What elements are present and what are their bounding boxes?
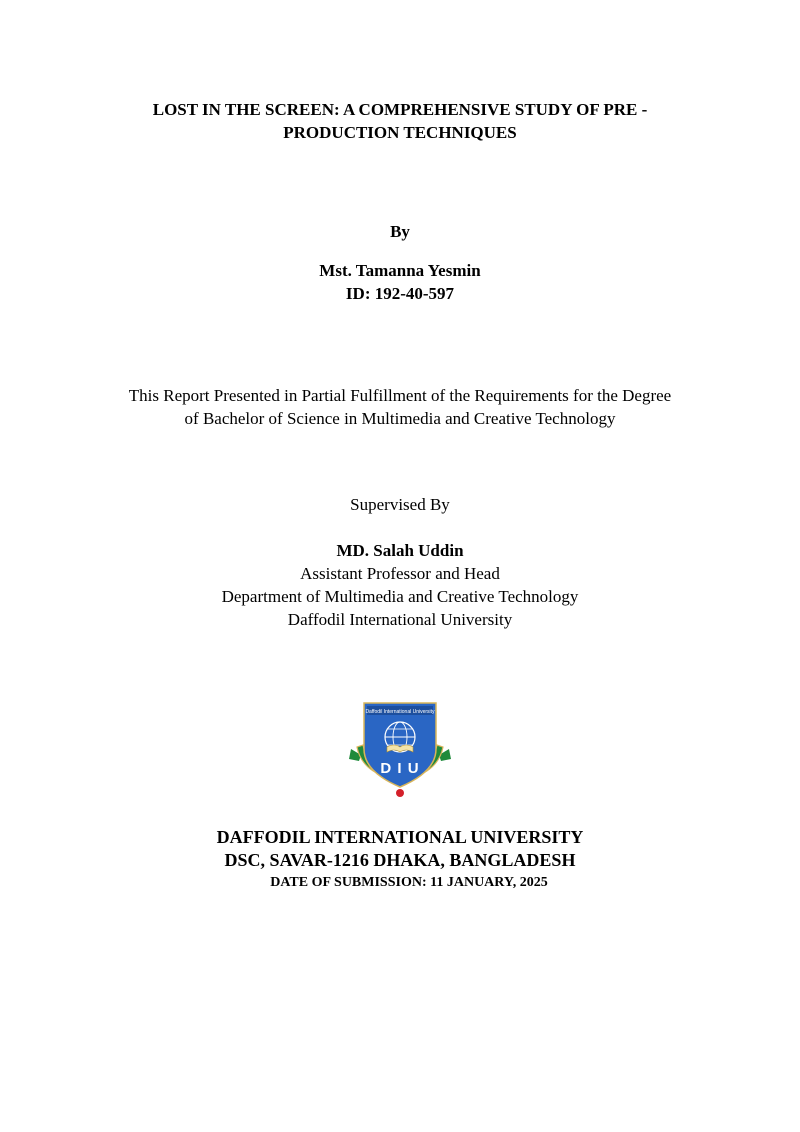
supervised-by-heading: Supervised By: [350, 495, 450, 514]
author-id: ID: 192-40-597: [345, 284, 455, 303]
university-name: DAFFODIL INTERNATIONAL UNIVERSITY: [216, 827, 584, 847]
logo-red-dot: [396, 789, 404, 797]
diu-logo: [347, 697, 453, 803]
statement-line-2: of Bachelor of Science in Multimedia and Creative Technology: [184, 409, 616, 428]
supervisor-title: Assistant Professor and Head: [300, 564, 500, 583]
author-name: Mst. Tamanna Yesmin: [319, 261, 481, 280]
title-line-2: PRODUCTION TECHNIQUES: [283, 123, 517, 142]
supervisor-name: MD. Salah Uddin: [336, 541, 464, 560]
by-label: By: [390, 222, 410, 241]
submission-date-value: : 11 JANUARY, 2025: [421, 875, 548, 890]
supervisor-department: Department of Multimedia and Creative Technology: [221, 587, 579, 606]
title-line-1: LOST IN THE SCREEN: A COMPREHENSIVE STUDY OF PRE -: [152, 100, 648, 119]
logo-banner-text: Daffodil International University: [365, 709, 435, 715]
statement-line-1: This Report Presented in Partial Fulfillment of the Requirements for the Degree: [128, 386, 672, 405]
logo-letters: D I U: [380, 760, 420, 777]
submission-date-label: DATE OF SUBMISSION: [270, 875, 422, 890]
supervisor-university: Daffodil International University: [287, 610, 513, 629]
university-address: DSC, SAVAR-1216 DHAKA, BANGLADESH: [224, 850, 576, 870]
submission-date: [0, 875, 800, 891]
